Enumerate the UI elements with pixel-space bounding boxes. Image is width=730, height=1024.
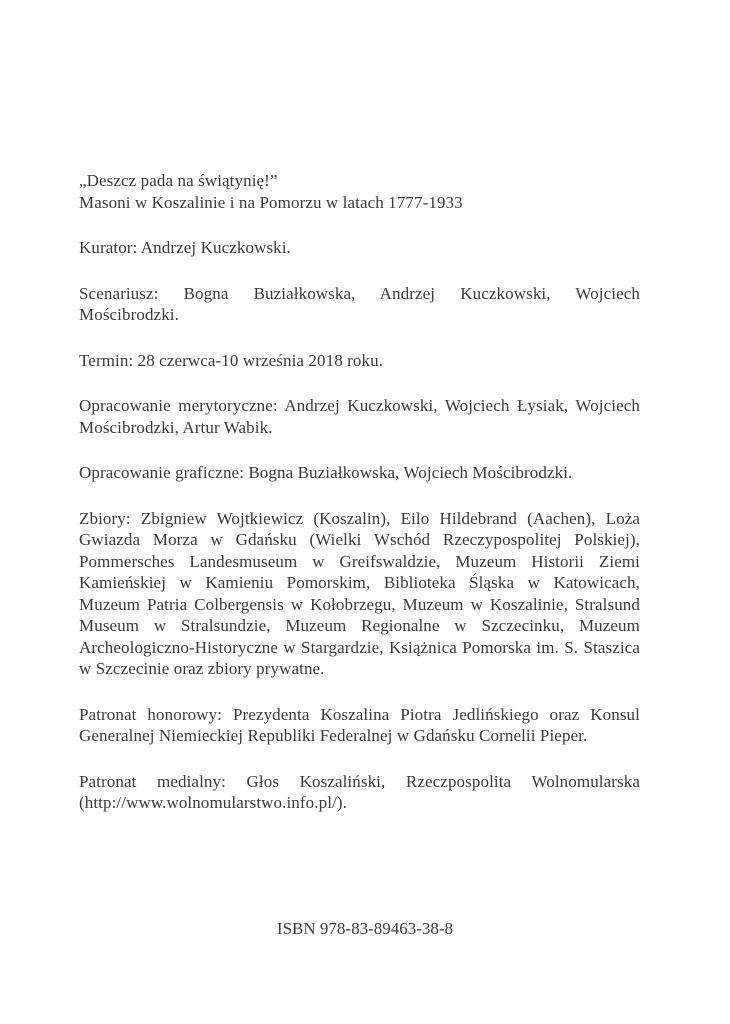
paragraph-patronat-medialny: Patronat medialny: Głos Koszaliński, Rzeczpospolita Wolnomularska (http://www.wolnomularstwo.info.pl/). [79, 771, 640, 812]
paragraph-patronat-honorowy: Patronat honorowy: Prezydenta Koszalina Piotra Jedlińskiego oraz Konsul Generalnej Niemieckiej Republiki Federalnej w Gdańsku Cornelii Pieper. [79, 704, 640, 745]
paragraph-opracowanie-merytoryczne: Opracowanie merytoryczne: Andrzej Kuczkowski, Wojciech Łysiak, Wojciech Mościbrodzki, Artur Wabik. [79, 396, 640, 437]
paragraph-termin: Termin: 28 czerwca-10 września 2018 roku. [79, 350, 384, 370]
isbn-line: ISBN 978-83-89463-38-8 [276, 919, 454, 938]
exhibition-title-line-2: Masoni w Koszalinie i na Pomorzu w latach 1777-1933 [79, 192, 463, 212]
paragraph-scenariusz: Scenariusz: Bogna Buziałkowska, Andrzej Kuczkowski, Wojciech Mościbrodzki. [79, 283, 640, 324]
exhibition-title [79, 170, 640, 213]
exhibition-title-line-1: „Deszcz pada na świątynię!” [79, 171, 278, 190]
document-content [79, 170, 640, 838]
paragraph-zbiory: Zbiory: Zbigniew Wojtkiewicz (Koszalin), Eilo Hildebrand (Aachen), Loża Gwiazda Morza w Gdańsku (Wielki Wschód Rzeczypospolitej Polskiej), Pommersches Landesmuseum w Greifswaldzie, Muzeum Historii Ziemi Kamieńskiej w Kamieniu Pomorskim, Biblioteka Śląska w Katowicach, Muzeum Patria Colbergensis w Kołobrzegu, Muzeum w Koszalinie, Stralsund Museum w Stralsundzie, Muzeum Regionalne w Szczecinku, Muzeum Archeologiczno-Historyczne w Stargardzie, Książnica Pomorska im. S. Staszica w Szczecinie oraz zbiory prywatne. [79, 508, 640, 678]
paragraph-kurator: Kurator: Andrzej Kuczkowski. [79, 238, 291, 257]
paragraph-opracowanie-graficzne: Opracowanie graficzne: Bogna Buziałkowska, Wojciech Mościbrodzki. [79, 463, 573, 482]
